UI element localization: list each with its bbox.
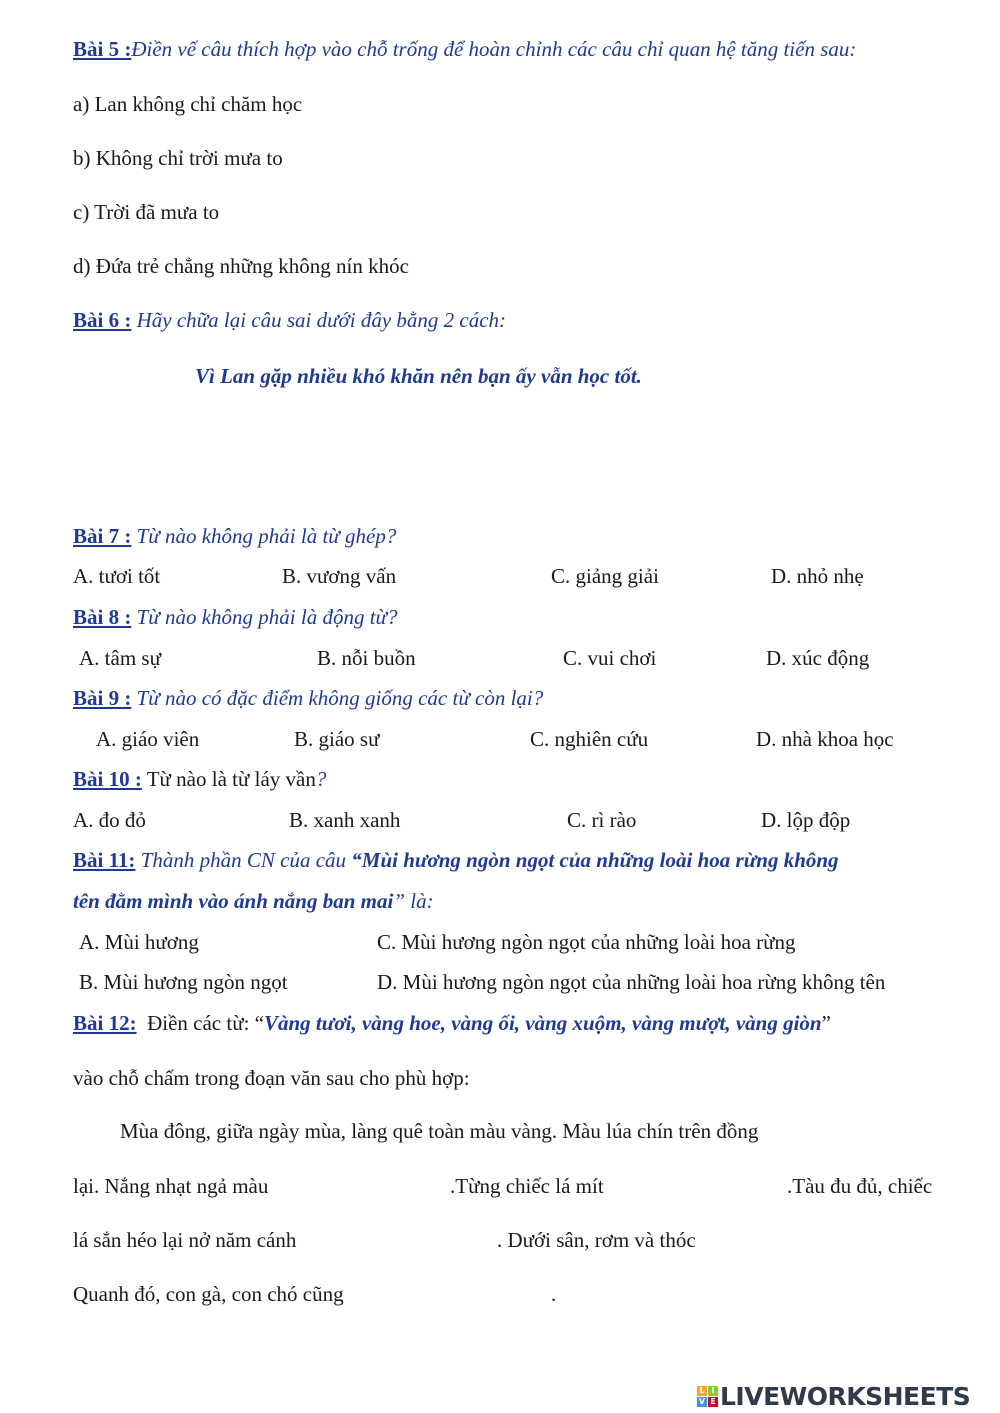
liveworksheets-logo-text: LIVEWORKSHEETS	[720, 1381, 971, 1411]
b11-prompt: Thành phần CN của câu	[140, 848, 347, 872]
b6-prompt: Hãy chữa lại câu sai dưới đây bằng 2 cách:	[136, 308, 507, 332]
b12-prompt: Điền các từ: “	[147, 1011, 264, 1035]
b11-heading	[73, 847, 839, 873]
b10-option-c: C. rì rào	[567, 808, 637, 832]
logo-letter-l: L	[697, 1386, 707, 1396]
b9-title: Bài 9 :	[73, 686, 132, 710]
b6-heading	[73, 307, 506, 333]
b12-p4b: .	[551, 1282, 557, 1306]
b12-p3a: lá sắn héo lại nở năm cánh	[73, 1228, 297, 1252]
b8-option-b: B. nỗi buồn	[317, 646, 416, 670]
b9-option-a: A. giáo viên	[96, 727, 200, 751]
b7-option-a: A. tươi tốt	[73, 564, 161, 588]
b12-words: Vàng tươi, vàng hoe, vàng ối, vàng xuộm, vàng mượt, vàng giòn	[264, 1011, 822, 1035]
b6-title: Bài 6 :	[73, 308, 132, 332]
b12-p2a: lại. Nắng nhạt ngả màu	[73, 1174, 269, 1198]
b7-option-c: C. giảng giải	[551, 564, 659, 588]
b12-prompt-close: ”	[821, 1011, 831, 1035]
b12-p3b: . Dưới sân, rơm và thóc	[497, 1228, 696, 1252]
b12-line2: vào chỗ chấm trong đoạn văn sau cho phù hợp:	[73, 1066, 470, 1090]
b9-option-b: B. giáo sư	[294, 727, 380, 751]
b5-title: Bài 5 :	[73, 37, 132, 61]
b11-heading-cont	[73, 888, 434, 914]
b9-prompt: Từ nào có đặc điểm không giống các từ còn lại?	[136, 686, 544, 710]
b5-prompt: Điền vế câu thích hợp vào chỗ trống để hoàn chỉnh các câu chỉ quan hệ tăng tiến sau:	[131, 37, 857, 61]
b11-quote-line1: “Mùi hương ngòn ngọt của những loài hoa rừng không	[351, 848, 839, 872]
b11-title: Bài 11:	[73, 848, 136, 872]
b7-heading	[73, 523, 396, 549]
b10-option-a: A. đo đỏ	[73, 808, 146, 832]
b12-p4a: Quanh đó, con gà, con chó cũng	[73, 1282, 344, 1306]
b10-title: Bài 10 :	[73, 767, 142, 791]
b10-option-d: D. lộp độp	[761, 808, 851, 832]
b11-quote-close: ” là:	[393, 889, 434, 913]
b7-title: Bài 7 :	[73, 524, 132, 548]
b6-sentence: Vì Lan gặp nhiều khó khăn nên bạn ấy vẫn học tốt.	[195, 364, 642, 388]
b11-quote-line2: tên đằm mình vào ánh nắng ban mai	[73, 889, 394, 913]
b12-title: Bài 12:	[73, 1011, 137, 1035]
b5-item-a: a) Lan không chỉ chăm học	[73, 92, 303, 116]
logo-letter-e: E	[708, 1397, 718, 1407]
b7-prompt: Từ nào không phải là từ ghép?	[136, 524, 397, 548]
b10-prompt: Từ nào là từ láy vần	[146, 767, 316, 791]
b8-title: Bài 8 :	[73, 605, 132, 629]
b9-heading	[73, 685, 543, 711]
b8-option-d: D. xúc động	[766, 646, 870, 670]
b12-p2c: .Tàu đu đủ, chiếc	[787, 1174, 933, 1198]
b7-option-b: B. vương vấn	[282, 564, 397, 588]
b9-option-d: D. nhà khoa học	[756, 727, 894, 751]
logo-letter-i: I	[708, 1386, 718, 1396]
b9-option-c: C. nghiên cứu	[530, 727, 649, 751]
b11-option-c: C. Mùi hương ngòn ngọt của những loài hoa rừng	[377, 930, 796, 954]
b10-option-b: B. xanh xanh	[289, 808, 401, 832]
b8-option-a: A. tâm sự	[79, 646, 161, 670]
b8-prompt: Từ nào không phải là động từ?	[136, 605, 398, 629]
b5-heading	[73, 36, 856, 62]
b12-p2b: .Từng chiếc lá mít	[450, 1174, 604, 1198]
liveworksheets-logo	[697, 1381, 970, 1411]
liveworksheets-logo-icon	[697, 1386, 718, 1407]
b5-item-b: b) Không chỉ trời mưa to	[73, 146, 283, 170]
b10-qmark: ?	[315, 767, 327, 791]
b12-heading	[73, 1010, 831, 1036]
b10-heading	[73, 766, 326, 792]
b11-option-a: A. Mùi hương	[79, 930, 199, 954]
b5-item-c: c) Trời đã mưa to	[73, 200, 220, 224]
b12-para1: Mùa đông, giữa ngày mùa, làng quê toàn màu vàng. Màu lúa chín trên đồng	[120, 1119, 759, 1143]
b11-option-b: B. Mùi hương ngòn ngọt	[79, 970, 288, 994]
logo-letter-v: V	[698, 1396, 706, 1406]
b11-option-d: D. Mùi hương ngòn ngọt của những loài hoa rừng không tên	[377, 970, 886, 994]
b5-item-d: d) Đứa trẻ chẳng những không nín khóc	[73, 254, 409, 278]
b8-heading	[73, 604, 398, 630]
b8-option-c: C. vui chơi	[563, 646, 657, 670]
b7-option-d: D. nhỏ nhẹ	[771, 564, 864, 588]
